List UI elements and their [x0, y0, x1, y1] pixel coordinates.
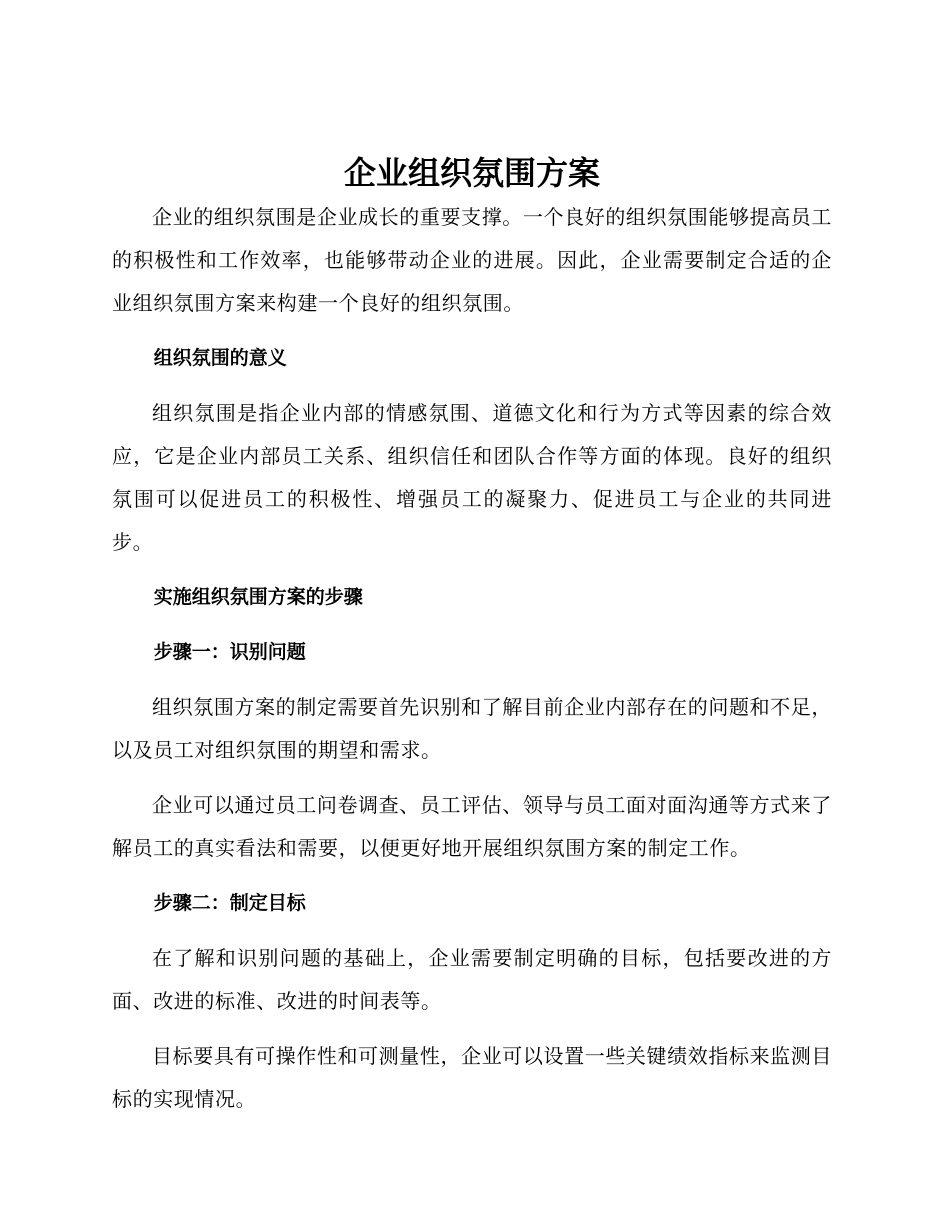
step1-paragraph-2: 企业可以通过员工问卷调查、员工评估、领导与员工面对面沟通等方式来了解员工的真实看法和需要，以便更好地开展组织氛围方案的制定工作。	[112, 793, 832, 860]
section-heading-steps: 实施组织氛围方案的步骤	[153, 586, 363, 608]
intro-paragraph: 企业的组织氛围是企业成长的重要支撑。一个良好的组织氛围能够提高员工的积极性和工作效率，也能够带动企业的进展。因此，企业需要制定合适的企业组织氛围方案来构建一个良好的组织氛围。	[112, 205, 832, 315]
spacer	[112, 772, 832, 784]
spacer	[112, 564, 832, 576]
document-title: 企业组织氛围方案	[343, 154, 600, 192]
spacer	[112, 925, 832, 937]
spacer	[112, 380, 832, 392]
step2-paragraph-2: 目标要具有可操作性和可测量性，企业可以设置一些关键绩效指标来监测目标的实现情况。	[112, 1044, 832, 1111]
meaning-paragraph: 组织氛围是指企业内部的情感氛围、道德文化和行为方式等因素的综合效应，它是企业内部员工关系、组织信任和团队合作等方面的体现。良好的组织氛围可以促进员工的积极性、增强员工的凝聚力、促进员工与企业的共同进步。	[112, 401, 832, 554]
step1-heading: 步骤一：识别问题	[153, 641, 306, 663]
spacer	[112, 619, 832, 631]
step1-paragraph-1: 组织氛围方案的制定需要首先识别和了解目前企业内部存在的问题和不足，以及员工对组织氛围的期望和需求。	[112, 695, 832, 762]
step2-heading: 步骤二：制定目标	[153, 892, 306, 914]
spacer	[112, 1023, 832, 1035]
document-page	[112, 150, 832, 1121]
spacer	[112, 870, 832, 882]
step2-paragraph-1: 在了解和识别问题的基础上，企业需要制定明确的目标，包括要改进的方面、改进的标准、改进的时间表等。	[112, 946, 832, 1013]
section-heading-meaning: 组织氛围的意义	[153, 347, 287, 369]
spacer	[112, 325, 832, 337]
spacer	[112, 674, 832, 686]
